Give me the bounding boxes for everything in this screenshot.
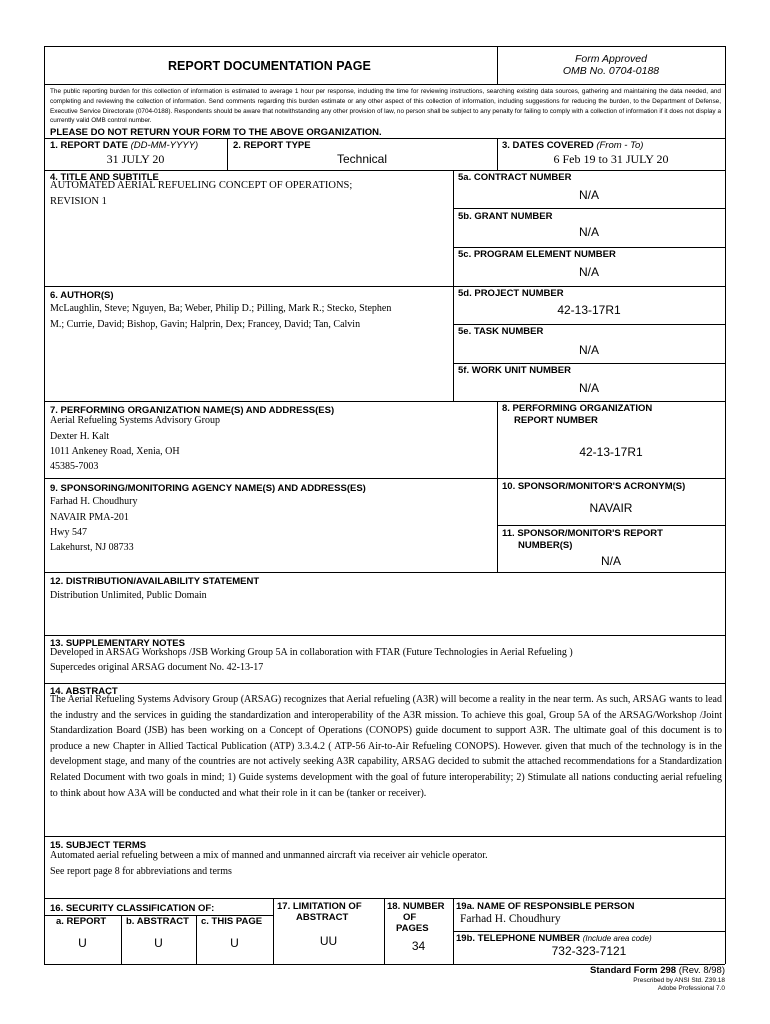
title-label: 4. TITLE AND SUBTITLE [50, 172, 159, 183]
supplementary-notes-line2: Supercedes original ARSAG document No. 42-13-17 [50, 662, 264, 673]
sponsor-report-value: N/A [600, 554, 621, 568]
sponsor-acronym-value: NAVAIR [589, 501, 633, 515]
performing-org-report-label-2: REPORT NUMBER [514, 415, 598, 426]
title-value-line2: REVISION 1 [50, 196, 107, 207]
authors-line1: McLaughlin, Steve; Nguyen, Ba; Weber, Philip D.; Pilling, Mark R.; Stecko, Stephen [50, 303, 392, 314]
grant-number-value: N/A [578, 225, 599, 239]
program-element-value: N/A [578, 265, 599, 279]
sponsoring-agency-line3: Hwy 547 [50, 527, 87, 538]
responsible-person-label: 19a. NAME OF RESPONSIBLE PERSON [456, 901, 635, 912]
performing-org-line4: 45385-7003 [50, 461, 99, 472]
authors-label: 6. AUTHOR(S) [50, 290, 114, 301]
project-number-value: 42-13-17R1 [557, 303, 621, 317]
title-value-line1: AUTOMATED AERIAL REFUELING CONCEPT OF OPERATIONS; [50, 180, 353, 191]
page-title: REPORT DOCUMENTATION PAGE [168, 59, 371, 73]
sponsor-report-label-1: 11. SPONSOR/MONITOR'S REPORT [502, 528, 663, 539]
report-type-label: 2. REPORT TYPE [233, 140, 311, 151]
report-type-value: Technical [336, 152, 388, 166]
report-class-label: a. REPORT [56, 916, 107, 927]
performing-org-line3: 1011 Ankeney Road, Xenia, OH [50, 446, 180, 457]
number-of-pages-label-1: 18. NUMBER [387, 901, 445, 912]
program-element-label: 5c. PROGRAM ELEMENT NUMBER [458, 249, 616, 260]
do-not-return-notice: PLEASE DO NOT RETURN YOUR FORM TO THE ABOVE ORGANIZATION. [50, 127, 382, 138]
responsible-person-value: Farhad H. Choudhury [460, 913, 561, 925]
number-of-pages-label-2: OF [403, 912, 417, 923]
this-page-class-label: c. THIS PAGE [201, 916, 263, 927]
limitation-label-2: ABSTRACT [296, 912, 349, 923]
software-footer: Adobe Professional 7.0 [657, 985, 725, 992]
abstract-class-value: U [154, 936, 163, 950]
performing-org-label: 7. PERFORMING ORGANIZATION NAME(S) AND ADDRESS(ES) [50, 405, 335, 416]
performing-org-report-label-1: 8. PERFORMING ORGANIZATION [502, 403, 653, 414]
number-of-pages-value: 34 [411, 939, 426, 953]
performing-org-line1: Aerial Refueling Systems Advisory Group [50, 415, 220, 426]
telephone-label: 19b. TELEPHONE NUMBER (Include area code) [456, 933, 652, 944]
omb-number: OMB No. 0704-0188 [562, 65, 660, 77]
work-unit-value: N/A [578, 381, 599, 395]
task-number-value: N/A [578, 343, 599, 357]
distribution-value: Distribution Unlimited, Public Domain [50, 590, 207, 601]
number-of-pages-label-3: PAGES [396, 923, 429, 934]
report-date-label: 1. REPORT DATE (DD-MM-YYYY) [50, 140, 199, 151]
report-date-value: 31 JULY 20 [106, 152, 165, 166]
distribution-label: 12. DISTRIBUTION/AVAILABILITY STATEMENT [50, 576, 260, 587]
supplementary-notes-line1: Developed in ARSAG Workshops /JSB Working Group 5A in collaboration with FTAR (Future Technologies in Aerial Refueling ) [50, 647, 573, 658]
telephone-value: 732-323-7121 [551, 944, 627, 958]
subject-terms-label: 15. SUBJECT TERMS [50, 840, 147, 851]
security-classification-label: 16. SECURITY CLASSIFICATION OF: [50, 903, 215, 914]
abstract-label: 14. ABSTRACT [50, 686, 118, 697]
sponsor-acronym-label: 10. SPONSOR/MONITOR'S ACRONYM(S) [502, 481, 686, 492]
sponsoring-agency-label: 9. SPONSORING/MONITORING AGENCY NAME(S) AND ADDRESS(ES) [50, 483, 366, 494]
dates-covered-value: 6 Feb 19 to 31 JULY 20 [553, 152, 669, 166]
authors-line2: M.; Currie, David; Bishop, Gavin; Halprin, Dex; Francey, David; Tan, Calvin [50, 319, 361, 330]
dates-covered-label: 3. DATES COVERED (From - To) [502, 140, 644, 151]
supplementary-notes-label: 13. SUPPLEMENTARY NOTES [50, 638, 185, 649]
sponsoring-agency-line1: Farhad H. Choudhury [50, 496, 138, 507]
limitation-label-1: 17. LIMITATION OF [277, 901, 362, 912]
performing-org-report-value: 42-13-17R1 [579, 445, 643, 459]
contract-number-label: 5a. CONTRACT NUMBER [458, 172, 572, 183]
performing-org-line2: Dexter H. Kalt [50, 431, 110, 442]
sponsoring-agency-line4: Lakehurst, NJ 08733 [50, 542, 134, 553]
abstract-class-label: b. ABSTRACT [126, 916, 189, 927]
sponsoring-agency-line2: NAVAIR PMA-201 [50, 512, 129, 523]
prescribed-footer: Prescribed by ANSI Std. Z39.18 [633, 977, 725, 984]
subject-terms-line2: See report page 8 for abbreviations and terms [50, 866, 232, 877]
this-page-class-value: U [230, 936, 239, 950]
form-name-footer: Standard Form 298 (Rev. 8/98) [590, 965, 725, 976]
report-class-value: U [78, 936, 87, 950]
work-unit-label: 5f. WORK UNIT NUMBER [458, 365, 571, 376]
form-approved-label: Form Approved [575, 53, 647, 65]
abstract-text: The Aerial Refueling Systems Advisory Group (ARSAG) recognizes that Aerial refueling (A3R) will become a reality in the near term. As such, ARSAG wants to lead the industry and the services in guiding the standardization and interoperability of the A3R mission. To achieve this goal, Group 5A of the ARSAG/Workshop /Joint Standardization Board (JSB) has been working on a Concept of Operations (CONOPS) guide document to support A3R. The ultimate goal of this document is to produce a new Chapter in Allied Tactical Publication (ATP) 3.3.4.2 ( ATP-56 Air-to-Air Refueling CONOPS). However. given that much of the technology is in the development stage, and many of the countries are not actively seeking A3R capability, ARSAG decided to submit the attached recommendations for a Standardization Related Document with two goals in mind; 1) Guide systems development with the goal of future interoperability; 2) Stimulate all nations conducting aerial refueling to think about how A3A will be conducted and what their role in it can be (tanker or receiver). [50, 694, 722, 799]
limitation-value: UU [319, 934, 338, 948]
sponsor-report-label-2: NUMBER(S) [518, 540, 573, 551]
project-number-label: 5d. PROJECT NUMBER [458, 288, 564, 299]
burden-statement: The public reporting burden for this collection of information is estimated to average 1 hour per response, including the time for reviewing instructions, searching existing data sources, gathering and maintaining the data needed, and completing and reviewing the collection of information. Send comments regarding this burden estimate or any other aspect of this collection of information, including suggestions for reducing the burden, to the Department of Defense, Executive Service Directorate (0704-0188). Respondents should be aware that notwithstanding any other provision of law, no person shall be subject to any penalty for failing to comply with a collection of information if it does not display a currently valid OMB control number. [50, 88, 721, 125]
grant-number-label: 5b. GRANT NUMBER [458, 211, 553, 222]
contract-number-value: N/A [578, 188, 599, 202]
subject-terms-line1: Automated aerial refueling between a mix of manned and unmanned aircraft via receiver air vehicle operator. [50, 850, 488, 861]
task-number-label: 5e. TASK NUMBER [458, 326, 544, 337]
